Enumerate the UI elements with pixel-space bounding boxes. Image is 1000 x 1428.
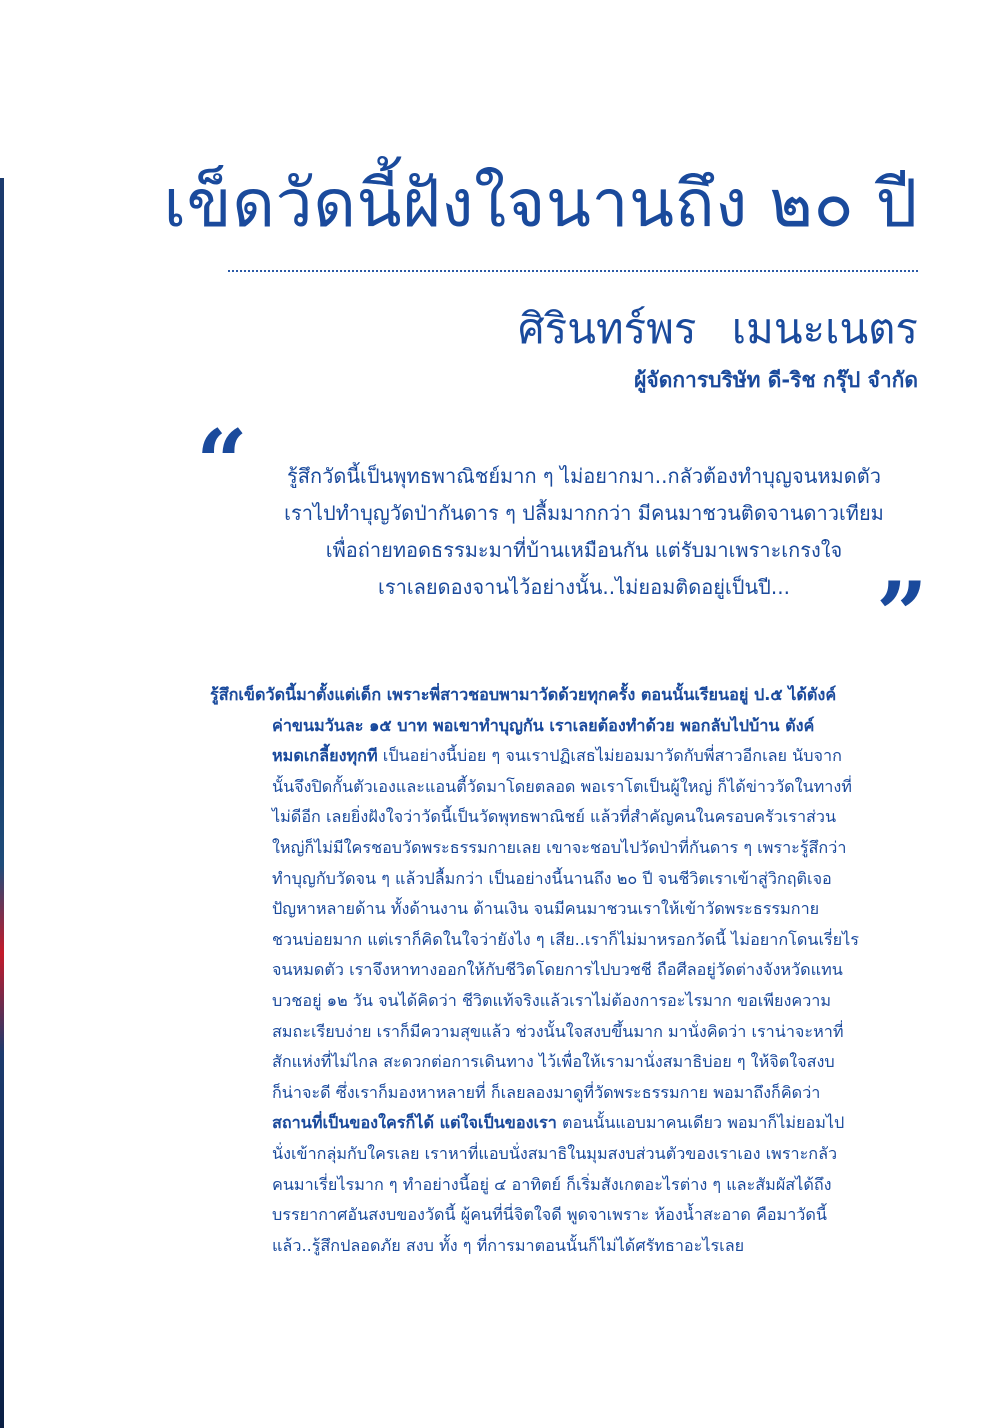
body-line: ไม่ดีอีก เลยยิ่งฝังใจว่าวัดนี้เป็นวัดพุทธพาณิชย์ แล้วที่สำคัญคนในครอบครัวเราส่วน bbox=[272, 807, 837, 827]
emphasis-text: หมดเกลี้ยงทุกที bbox=[272, 746, 378, 766]
page-edge-strip bbox=[0, 178, 4, 1428]
body-line: บวชอยู่ ๑๒ วัน จนได้คิดว่า ชีวิตแท้จริงแล้วเราไม่ต้องการอะไรมาก ขอเพียงความ bbox=[272, 990, 832, 1010]
close-quote-mark: ” bbox=[876, 562, 928, 668]
body-line: ค่าขนมวันละ ๑๕ บาท พอเขาทำบุญกัน เราเลยต้องทำด้วย พอกลับไปบ้าน ตังค์ bbox=[272, 715, 815, 735]
body-line: คนมาเรี่ยไรมาก ๆ ทำอย่างนี้อยู่ ๔ อาทิตย์ ก็เริ่มสังเกตอะไรต่าง ๆ และสัมผัสได้ถึง bbox=[272, 1174, 832, 1194]
body-line: แล้ว..รู้สึกปลอดภัย สงบ ทั้ง ๆ ที่การมาตอนนั้นก็ไม่ได้ศรัทธาอะไรเลย bbox=[272, 1235, 745, 1255]
body-line: สมถะเรียบง่าย เราก็มีความสุขแล้ว ช่วงนั้นใจสงบขึ้นมาก มานั่งคิดว่า เราน่าจะหาที่ bbox=[272, 1021, 844, 1041]
author-position: ผู้จัดการบริษัท ดี-ริช กรุ๊ป จำกัด bbox=[634, 368, 918, 392]
body-line bbox=[210, 1108, 922, 1139]
body-line: ปัญหาหลายด้าน ทั้งด้านงาน ด้านเงิน จนมีคนมาชวนเราให้เข้าวัดพระธรรมกาย bbox=[272, 899, 820, 919]
body-line: ใหญ่ก็ไม่มีใครชอบวัดพระธรรมกายเลย เขาจะชอบไปวัดป่าที่กันดาร ๆ เพราะรู้สึกว่า bbox=[272, 837, 847, 857]
body-line: ชวนบ่อยมาก แต่เราก็คิดในใจว่ายังไง ๆ เสีย..เราก็ไม่มาหรอกวัดนี้ ไม่อยากโดนเรี่ยไร bbox=[272, 929, 860, 949]
body-line: นั้นจึงปิดกั้นตัวเองและแอนตี้วัดมาโดยตลอด พอเราโตเป็นผู้ใหญ่ ก็ได้ข่าววัดในทางที่ bbox=[272, 776, 852, 796]
body-line: ทำบุญกับวัดจน ๆ แล้วปลื้มกว่า เป็นอย่างนี้นานถึง ๒๐ ปี จนชีวิตเราเข้าสู่วิกฤติเจอ bbox=[272, 868, 832, 888]
dotted-divider bbox=[228, 270, 918, 272]
body-line bbox=[210, 741, 922, 772]
open-quote-mark: “ bbox=[196, 410, 248, 516]
pull-quote-line: เพื่อถ่ายทอดธรรมะมาที่บ้านเหมือนกัน แต่รับมาเพราะเกรงใจ bbox=[325, 538, 843, 562]
pull-quote-line: รู้สึกวัดนี้เป็นพุทธพาณิชย์มาก ๆ ไม่อยากมา..กลัวต้องทำบุญจนหมดตัว bbox=[287, 464, 881, 488]
body-line: สักแห่งที่ไม่ไกล สะดวกต่อการเดินทาง ไว้เพื่อให้เรามานั่งสมาธิบ่อย ๆ ให้จิตใจสงบ bbox=[272, 1052, 835, 1072]
article-title: เข็ดวัดนี้ฝังใจนานถึง ๒๐ ปี bbox=[163, 165, 918, 242]
pull-quote bbox=[250, 458, 918, 606]
emphasis-text: สถานที่เป็นของใครก็ได้ แต่ใจเป็นของเรา bbox=[272, 1113, 557, 1133]
author-name: ศิรินทร์พร เมนะเนตร bbox=[518, 304, 918, 353]
body-text-run: ตอนนั้นแอบมาคนเดียว พอมาก็ไม่ยอมไป bbox=[556, 1113, 845, 1133]
body-line: บรรยากาศอันสงบของวัดนี้ ผู้คนที่นี่จิตใจดี พูดจาเพราะ ห้องน้ำสะอาด คือมาวัดนี้ bbox=[272, 1205, 827, 1225]
body-text-run: เป็นอย่างนี้บ่อย ๆ จนเราปฏิเสธไม่ยอมมาวัดกับพี่สาวอีกเลย นับจาก bbox=[377, 746, 842, 766]
pull-quote-line: เราไปทำบุญวัดป่ากันดาร ๆ ปลื้มมากกว่า มีคนมาชวนติดจานดาวเทียม bbox=[284, 501, 884, 525]
body-line: ก็น่าจะดี ซึ่งเราก็มองหาหลายที่ ก็เลยลองมาดูที่วัดพระธรรมกาย พอมาถึงก็คิดว่า bbox=[272, 1082, 821, 1102]
body-line: จนหมดตัว เราจึงหาทางออกให้กับชีวิตโดยการไปบวชชี ถือศีลอยู่วัดต่างจังหวัดแทน bbox=[272, 960, 843, 980]
body-line: นั่งเข้ากลุ่มกับใครเลย เราหาที่แอบนั่งสมาธิในมุมสงบส่วนตัวของเราเอง เพราะกลัว bbox=[272, 1143, 838, 1163]
pull-quote-line: เราเลยดองจานไว้อย่างนั้น..ไม่ยอมติดอยู่เป็นปี... bbox=[378, 575, 790, 599]
article-body bbox=[210, 680, 922, 1261]
body-line: รู้สึกเข็ดวัดนี้มาตั้งแต่เด็ก เพราะพี่สาวชอบพามาวัดด้วยทุกครั้ง ตอนนั้นเรียนอยู่ ป.๕ ได้ตังค์ bbox=[210, 685, 837, 704]
